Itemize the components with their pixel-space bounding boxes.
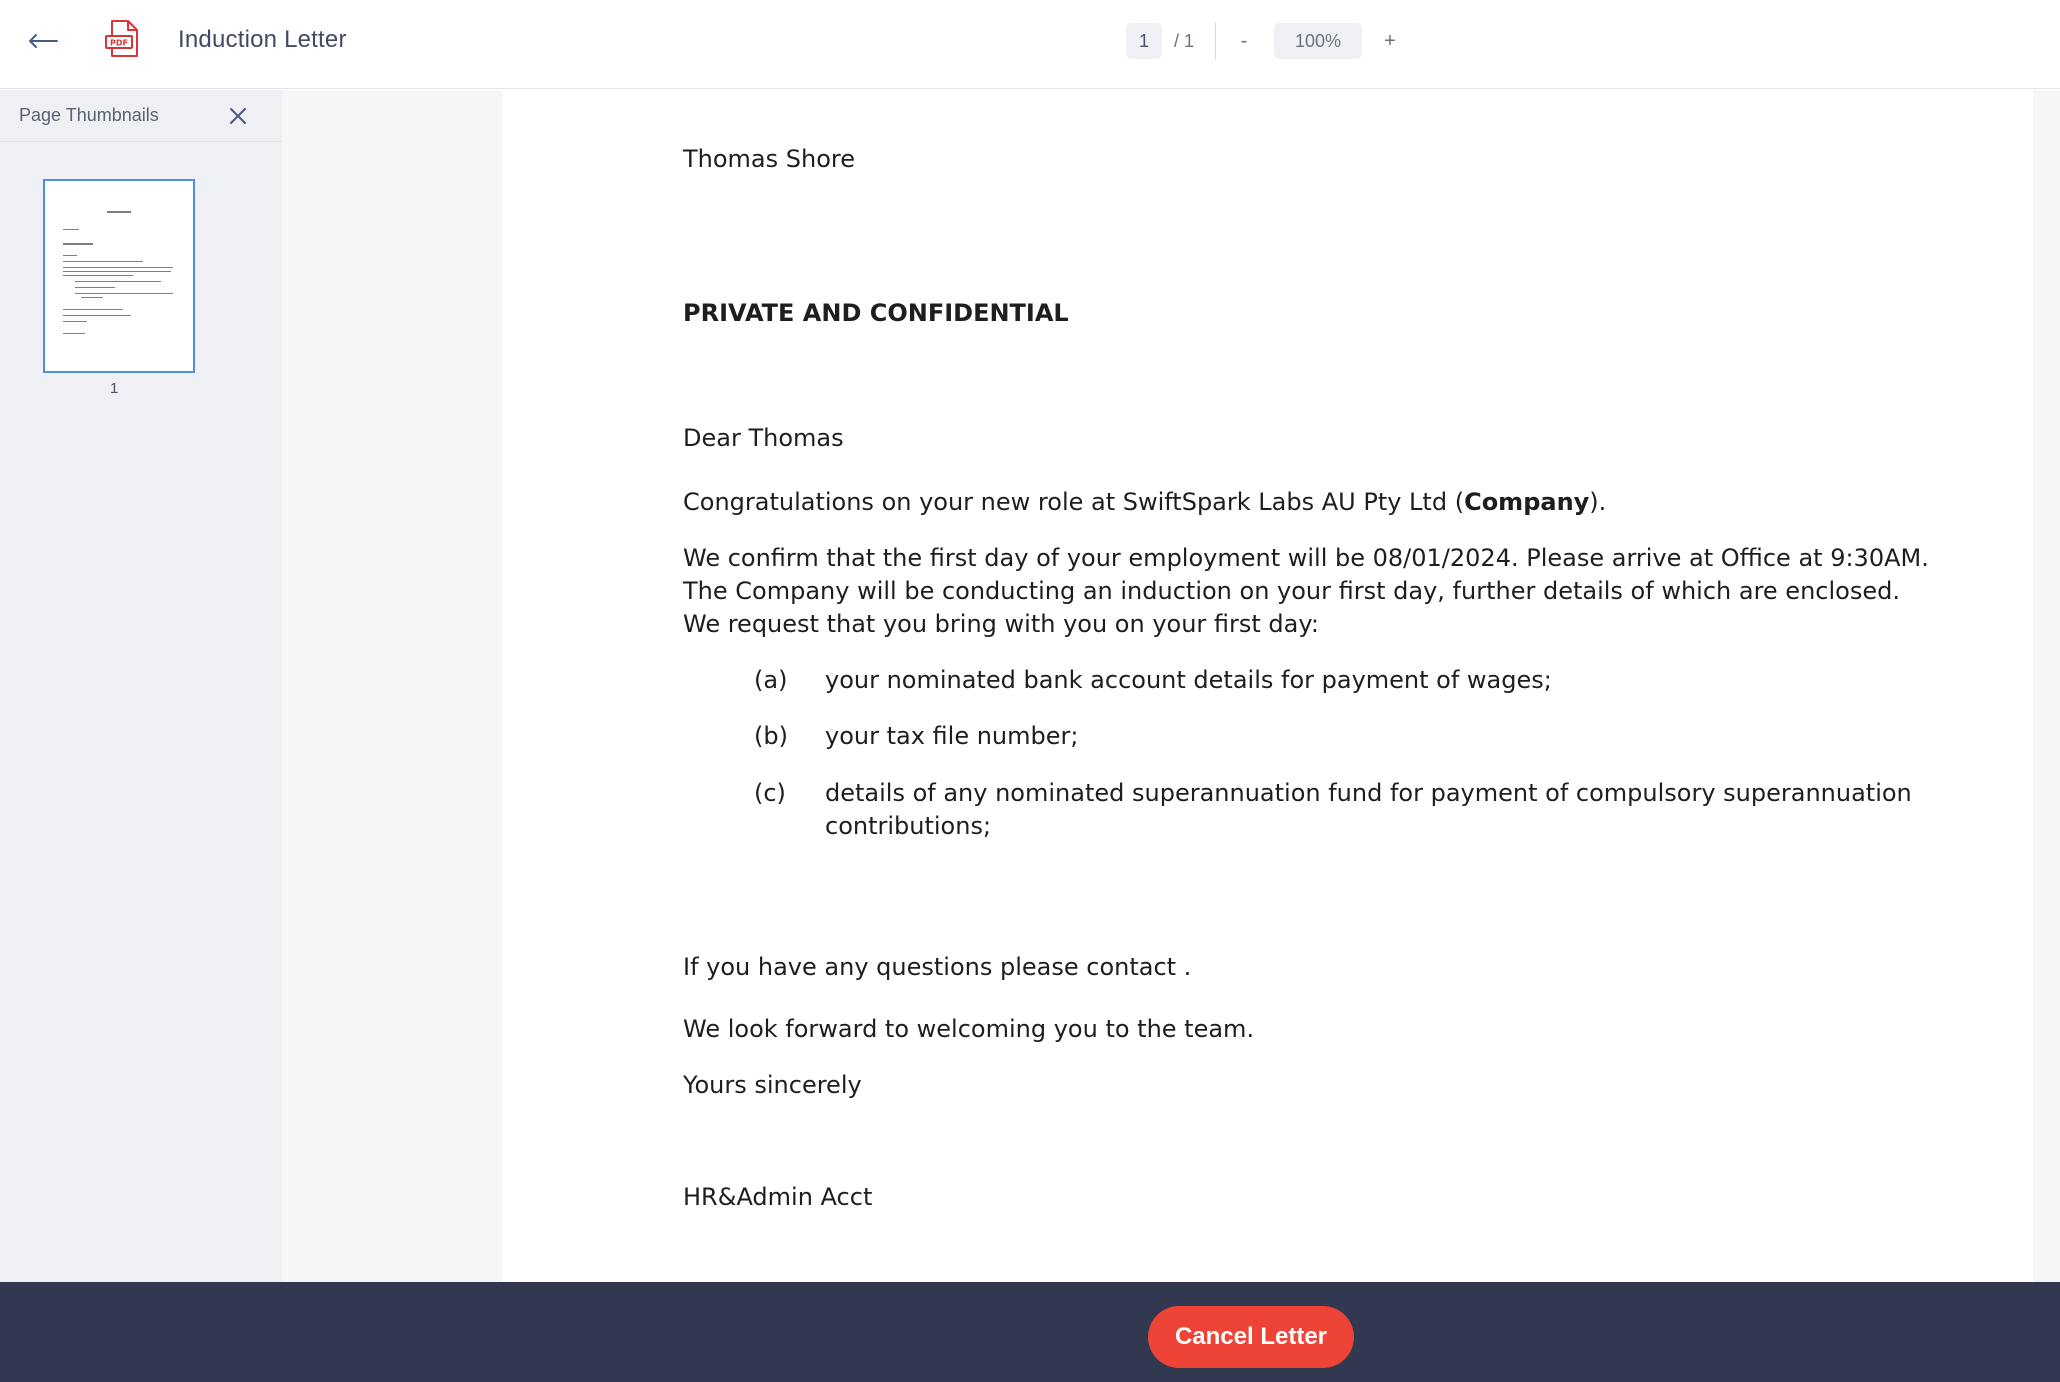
employment-paragraph-line: We request that you bring with you on your first day: — [683, 610, 1319, 638]
sidebar-title: Page Thumbnails — [19, 105, 159, 125]
questions-line: If you have any questions please contact . — [683, 953, 1192, 981]
list-marker: (c) — [754, 779, 786, 807]
employment-paragraph-line: The Company will be conducting an induction on your first day, further details of which are enclosed. — [683, 577, 1900, 605]
back-arrow-icon — [28, 33, 58, 49]
thumbnail-text-line — [75, 287, 115, 288]
employment-paragraph-line: We confirm that the first day of your employment will be 08/01/2024. Please arrive at Office at 9:30AM. — [683, 544, 1929, 572]
company-term: Company — [1464, 488, 1590, 516]
pdf-file-icon — [104, 20, 140, 58]
confidential-heading: PRIVATE AND CONFIDENTIAL — [683, 299, 1069, 327]
back-arrow-button[interactable] — [26, 24, 60, 58]
thumbnail-text-line — [75, 293, 173, 294]
thumbnail-text-line — [81, 297, 103, 298]
salutation: Dear Thomas — [683, 424, 844, 452]
zoom-out-button[interactable]: - — [1240, 29, 1248, 52]
list-item-text: your tax file number; — [825, 722, 1079, 750]
close-sidebar-button[interactable] — [224, 102, 252, 130]
list-marker: (b) — [754, 722, 788, 750]
thumbnail-text-line — [63, 271, 171, 272]
signature-name: HR&Admin Acct — [683, 1183, 873, 1211]
top-toolbar — [0, 0, 2060, 89]
thumbnail-sidebar — [0, 90, 282, 1282]
page-thumbnail[interactable] — [43, 179, 195, 373]
congratulations-text: Congratulations on your new role at SwiftSpark Labs AU Pty Ltd ( — [683, 488, 1465, 516]
svg-text:PDF: PDF — [110, 38, 128, 48]
close-icon — [229, 107, 247, 125]
toolbar-divider — [1215, 22, 1216, 60]
thumbnail-text-line — [63, 243, 93, 245]
thumbnail-text-line — [63, 275, 133, 276]
thumbnail-text-line — [63, 229, 79, 230]
thumbnail-page-number: 1 — [110, 380, 119, 397]
bottom-action-bar — [0, 1282, 2060, 1382]
page-total-label: / 1 — [1174, 31, 1195, 51]
thumbnail-text-line — [63, 333, 85, 334]
zoom-in-button[interactable]: + — [1384, 29, 1396, 52]
thumbnail-text-line — [63, 315, 131, 316]
congratulations-line — [683, 488, 1606, 516]
viewer-gutter-right — [2033, 90, 2060, 1282]
document-page — [502, 90, 2033, 1282]
thumbnail-text-line — [63, 255, 77, 256]
viewer-gutter-left — [282, 90, 502, 1282]
thumbnail-text-line — [107, 211, 131, 213]
list-item-text: your nominated bank account details for payment of wages; — [825, 666, 1552, 694]
thumbnail-text-line — [63, 261, 143, 262]
thumbnail-text-line — [63, 321, 87, 322]
closing-line: Yours sincerely — [683, 1071, 862, 1099]
sidebar-header — [0, 90, 282, 142]
welcome-line: We look forward to welcoming you to the team. — [683, 1015, 1255, 1043]
congratulations-end: ). — [1589, 488, 1607, 516]
zoom-level-field[interactable]: 100% — [1274, 23, 1362, 59]
list-item-text: contributions; — [825, 812, 992, 840]
cancel-letter-button[interactable]: Cancel Letter — [1148, 1306, 1354, 1368]
current-page-input[interactable] — [1126, 23, 1162, 59]
list-item-text: details of any nominated superannuation fund for payment of compulsory superannuation — [825, 779, 1912, 807]
thumbnail-text-line — [63, 267, 173, 268]
document-title: Induction Letter — [178, 26, 347, 53]
thumbnail-text-line — [63, 309, 123, 310]
recipient-name: Thomas Shore — [683, 145, 856, 173]
thumbnail-text-line — [75, 281, 161, 282]
list-marker: (a) — [754, 666, 788, 694]
